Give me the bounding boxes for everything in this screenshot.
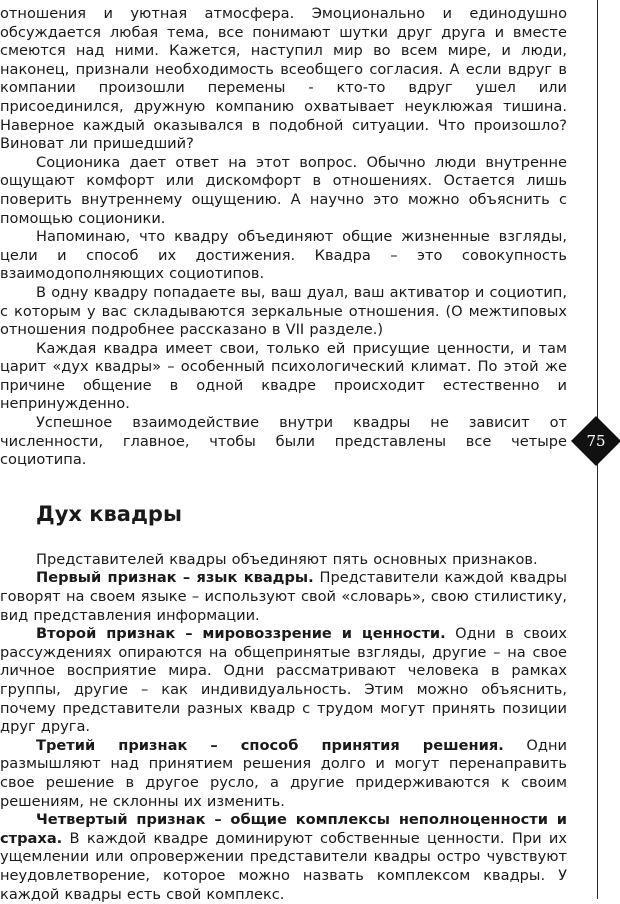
page-number-badge <box>570 415 620 467</box>
intro-text: Представителей квадры объединяют пять основных признаков. <box>36 550 538 568</box>
paragraph-4: В одну квадру попадаете вы, ваш дуал, ваш активатор и социотип, с которым у вас складываются зеркальные отношения. (О межтиповых отношения подробнее рассказано в VII разделе.) <box>0 283 567 339</box>
paragraph-6: Успешное взаимодействие внутри квадры не зависит от численности, главное, чтобы были представлены все четыре социотипа. <box>0 414 567 469</box>
sign-4-title: Четвертый признак – общие комплексы неполноценности и страха. <box>0 811 567 847</box>
sign-1-text: Представители каждой квадры говорят на своем языке – используют свой «словарь», свою стилистику, вид представления информации. <box>0 569 567 624</box>
sign-1-paragraph <box>0 569 567 625</box>
sign-4-paragraph <box>0 811 567 904</box>
paragraph-2: Соционика дает ответ на этот вопрос. Обычно люди внутренне ощущают комфорт или дискомфорт в отношениях. Остается лишь поверить внутреннему ощущению. А научно это можно объяснить с помощью соционики. <box>0 153 567 227</box>
sign-4-text: В каждой квадре доминируют собственные ценности. При их ущемлении или опровержении представители квадры остро чувствуют неудовлетворение, которое можно назвать комплексом квадры. У каждой квадры есть свой комплекс. <box>0 829 567 903</box>
paragraph-5: Каждая квадра имеет свои, только ей присущие ценности, и там царит «дух квадры» – особенный психологический климат. По этой же причине общение в одной квадре происходит естественно и непринужденно. <box>0 339 567 413</box>
section-heading: Дух квадры <box>36 501 182 526</box>
sign-3-paragraph <box>0 737 567 811</box>
sign-2-paragraph <box>0 625 567 737</box>
text-column <box>0 5 567 904</box>
sign-2-title: Второй признак – мировоззрение и ценности. <box>36 625 446 643</box>
paragraph-1: отношения и уютная атмосфера. Эмоционально и единодушно обсуждается любая тема, все понимают шутки друг друга и вместе смеются над ними. Кажется, наступил мир во всем мире, и люди, наконец, признали необходимость всеобщего согласия. А если вдруг в компании произошли перемены - кто-то вдруг ушел или присоединился, дружную компанию охватывает неуклюжая тишина. Наверное каждый оказывался в подобной ситуации. Что произошло? Виноват ли пришедший? <box>0 5 567 153</box>
intro-paragraph <box>0 551 567 570</box>
sign-3-title: Третий признак – способ принятия решения. <box>36 736 504 754</box>
paragraph-3: Напоминаю, что квадру объединяют общие жизненные взгляды, цели и способ их достижения. Квадра – это совокупность взаимодополняющих социотипов. <box>0 228 567 283</box>
sign-3-text: Одни размышляют над принятием решения долго и могут перенаправить свое решение в другое русло, а другие придерживаются к своим решениям, не склонны их изменить. <box>0 736 567 810</box>
sign-2-text: Одни в своих рассуждениях опираются на общепринятые взгляды, другие – на свое личное восприятие мира. Одни рассматривают человека в рамках группы, другие – как индивидуальность. Этим можно объяснить, почему представители разных квадр с трудом могут принять позиции друг друга. <box>0 625 567 736</box>
sign-1-title: Первый признак – язык квадры. <box>36 569 314 587</box>
page-number: 75 <box>586 432 606 450</box>
